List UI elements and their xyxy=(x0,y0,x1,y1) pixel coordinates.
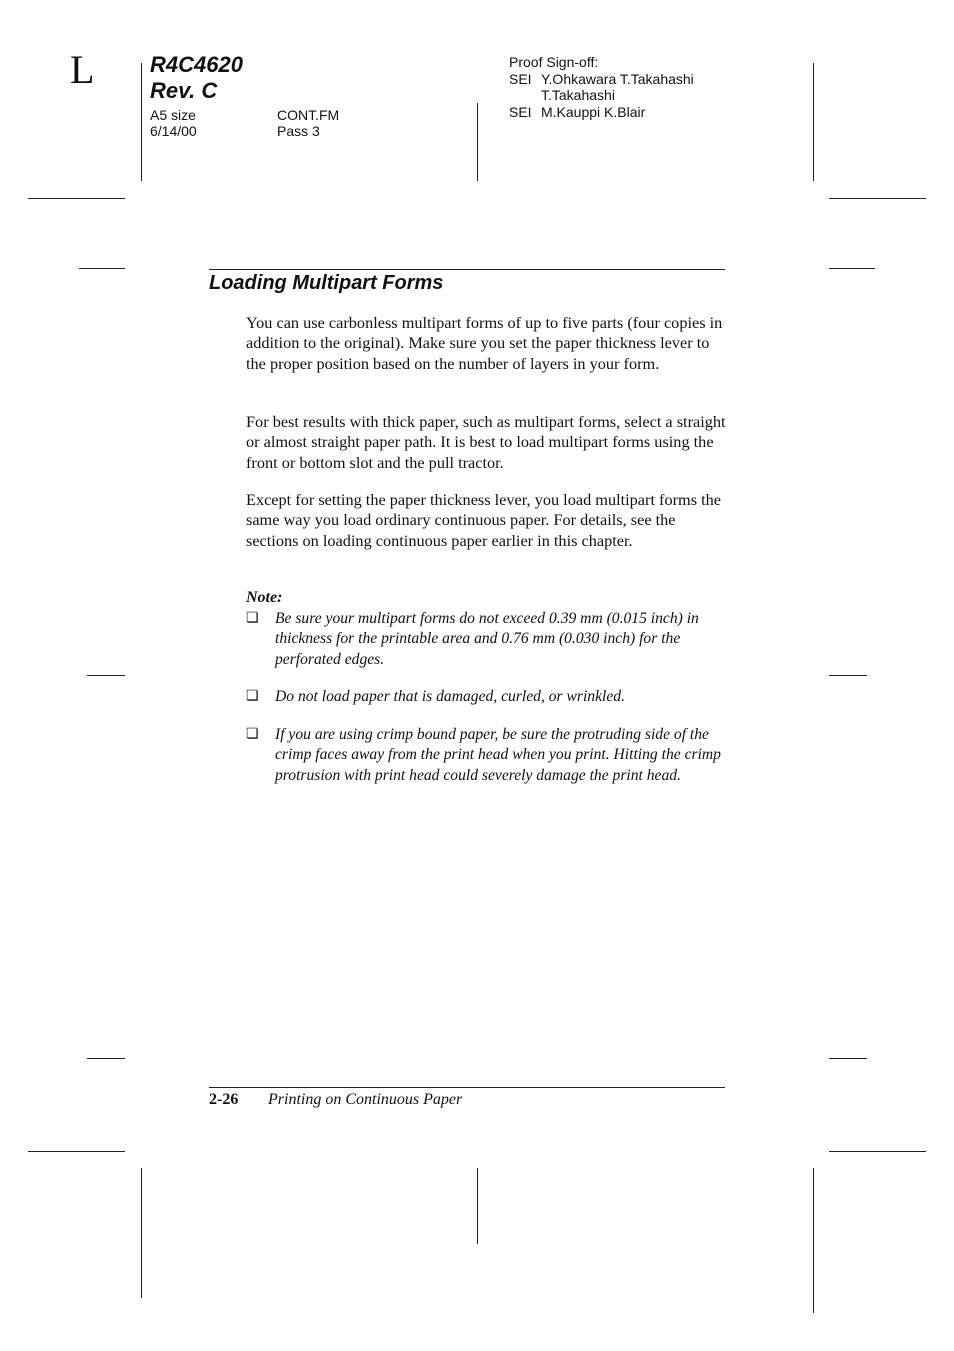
crop-mark xyxy=(829,268,875,269)
paragraph: Except for setting the paper thickness lever, you load multipart forms the same way you load ordinary continuous paper. For details, see the sections on loading continuous paper earlier in this chapter. xyxy=(246,490,721,550)
paper-size: A5 size xyxy=(150,107,196,123)
checkbox-bullet-icon: ❏ xyxy=(246,611,259,626)
proof-org: SEI xyxy=(509,104,532,120)
doc-title-line-1: R4C4620 xyxy=(150,52,243,77)
note-text: If you are using crimp bound paper, be sure the protruding side of the crimp faces away from the print head when you print. Hitting the crimp protrusion with print head could severely damage the print head. xyxy=(275,726,721,784)
note-label: Note: xyxy=(246,589,283,606)
proof-names: M.Kauppi K.Blair xyxy=(541,104,646,120)
crop-mark xyxy=(141,1168,142,1298)
doc-title-line-2: Rev. C xyxy=(150,78,218,103)
crop-mark xyxy=(87,1058,125,1059)
proof-signoff-label: Proof Sign-off: xyxy=(509,54,599,70)
crop-mark xyxy=(141,63,142,181)
proof-names: Y.Ohkawara T.Takahashi xyxy=(541,71,694,87)
file-name: CONT.FM xyxy=(277,107,340,123)
note-item xyxy=(246,725,726,786)
crop-mark xyxy=(829,675,867,676)
page-number: 2-26 xyxy=(209,1091,239,1108)
crop-mark xyxy=(477,1168,478,1244)
crop-mark xyxy=(79,268,125,269)
crop-mark xyxy=(477,103,478,181)
crop-mark xyxy=(829,1058,867,1059)
crop-mark xyxy=(829,1151,926,1152)
revision-date: 6/14/00 xyxy=(150,123,197,139)
note-text: Do not load paper that is damaged, curled, or wrinkled. xyxy=(275,688,625,705)
note-item xyxy=(246,609,726,670)
crop-mark xyxy=(829,198,926,199)
proof-names: T.Takahashi xyxy=(541,87,615,103)
crop-mark xyxy=(28,198,125,199)
doc-title xyxy=(150,52,243,104)
proof-org: SEI xyxy=(509,71,532,87)
paragraph: For best results with thick paper, such as multipart forms, select a straight or almost straight paper path. It is best to load multipart forms using the front or bottom slot and the pull tractor. xyxy=(246,412,726,472)
pass-number: Pass 3 xyxy=(277,123,320,139)
chapter-title: Printing on Continuous Paper xyxy=(268,1091,463,1108)
corner-letter: L xyxy=(70,47,95,92)
checkbox-bullet-icon: ❏ xyxy=(246,689,259,704)
crop-mark xyxy=(87,675,125,676)
note-item xyxy=(246,687,726,707)
footer-rule xyxy=(209,1087,725,1088)
section-title: Loading Multipart Forms xyxy=(209,272,444,294)
paragraph: You can use carbonless multipart forms of up to five parts (four copies in addition to the original). Make sure you set the paper thickness lever to the proper position based on the number of layers in your form. xyxy=(246,313,723,373)
crop-mark xyxy=(813,63,814,181)
section-rule xyxy=(209,269,725,270)
crop-mark xyxy=(813,1168,814,1313)
checkbox-bullet-icon: ❏ xyxy=(246,727,259,742)
crop-mark xyxy=(28,1151,125,1152)
note-text: Be sure your multipart forms do not exceed 0.39 mm (0.015 inch) in thickness for the printable area and 0.76 mm (0.030 inch) for the perforated edges. xyxy=(275,610,699,668)
